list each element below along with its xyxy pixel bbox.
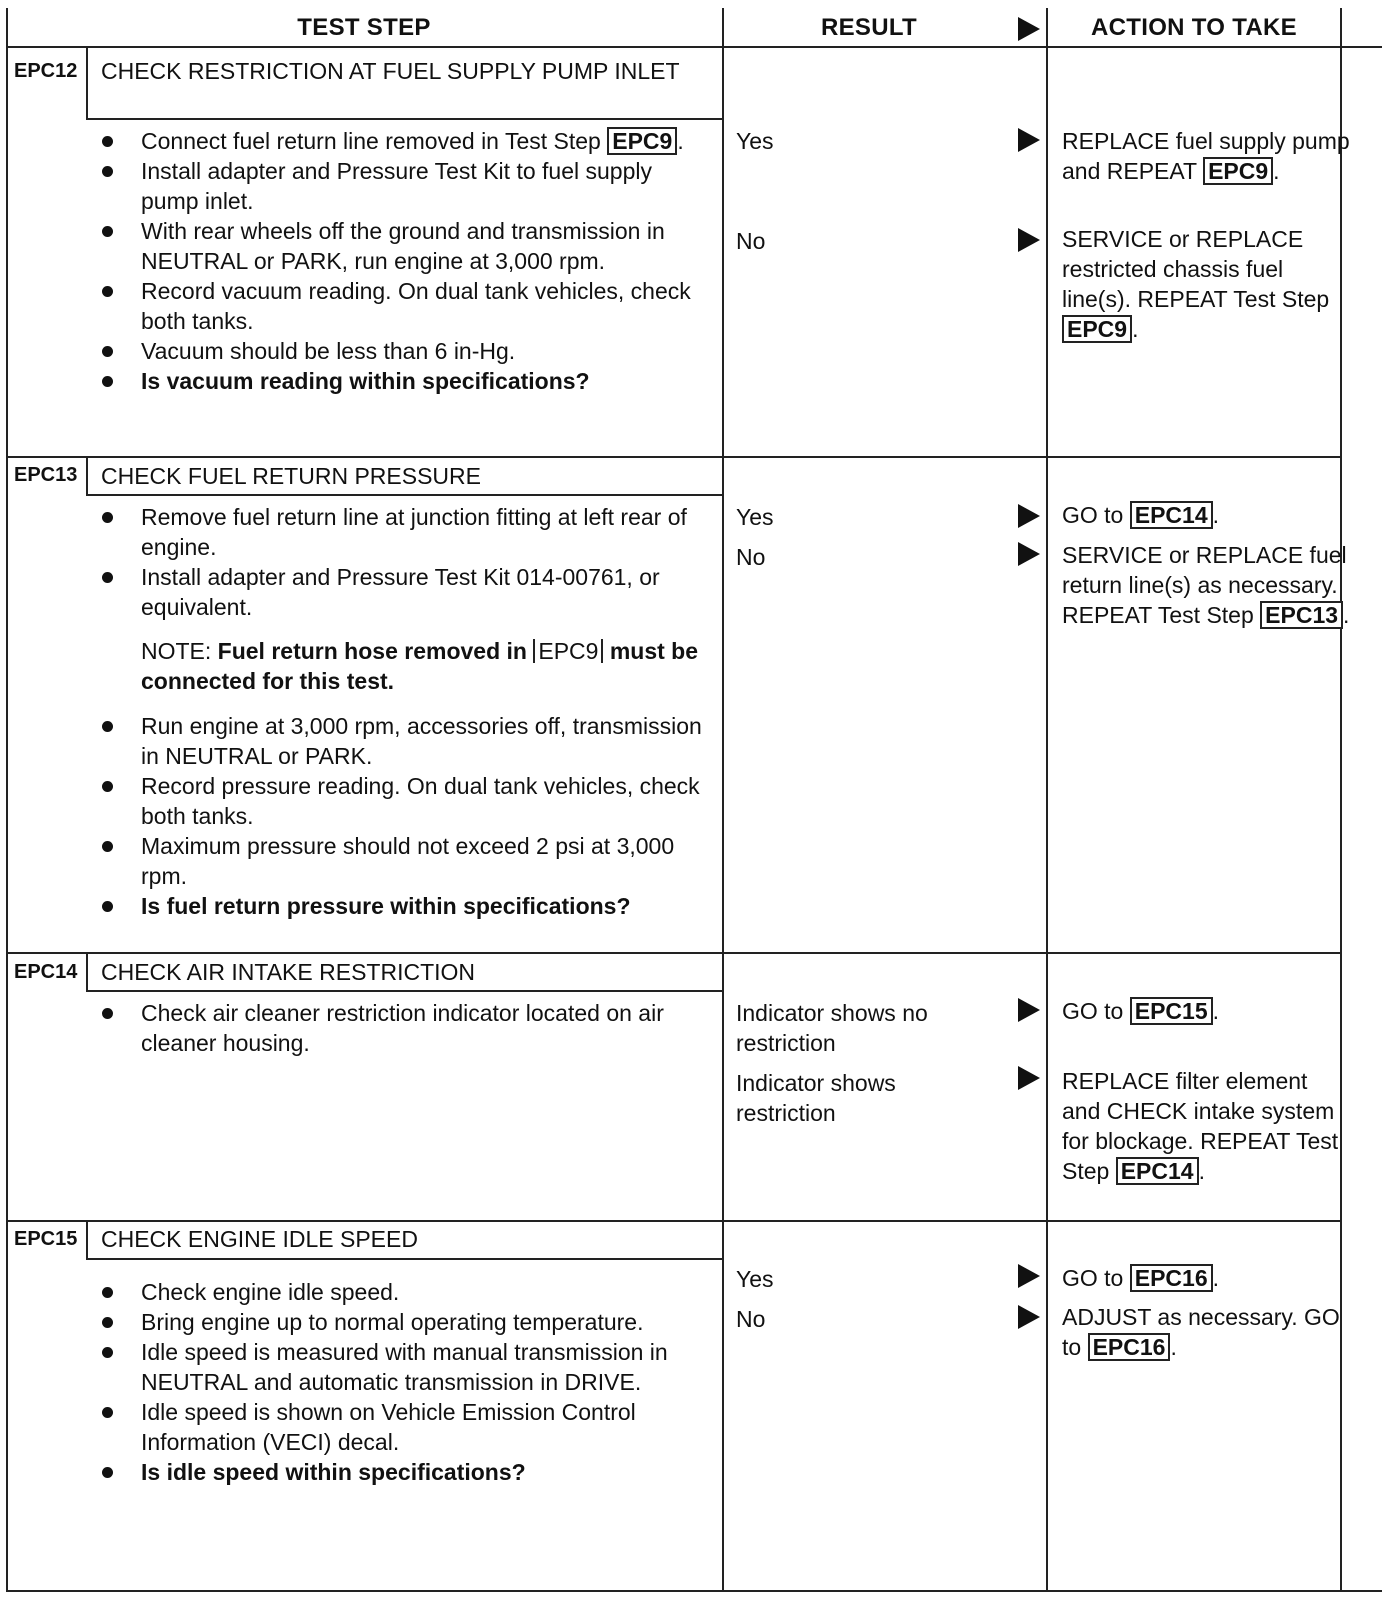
step-instructions xyxy=(96,502,706,622)
instruction-item: Record vacuum reading. On dual tank vehicles, check both tanks. xyxy=(96,276,706,336)
step-instructions-continued xyxy=(96,711,706,921)
arrow-icon xyxy=(1018,1305,1040,1329)
action-no-restriction: GO to EPC15 . xyxy=(1062,998,1220,1024)
step-instructions xyxy=(96,126,706,396)
step-title: CHECK RESTRICTION AT FUEL SUPPLY PUMP INLET xyxy=(101,58,680,84)
arrow-icon xyxy=(1018,1066,1040,1090)
instruction-item: Record pressure reading. On dual tank vehicles, check both tanks. xyxy=(96,771,706,831)
step-title: CHECK ENGINE IDLE SPEED xyxy=(101,1226,418,1252)
instruction-item: Install adapter and Pressure Test Kit to fuel supply pump inlet. xyxy=(96,156,706,216)
action-yes: GO to EPC14 . xyxy=(1062,502,1220,528)
step-instructions xyxy=(96,1277,706,1487)
instruction-item: Vacuum should be less than 6 in-Hg. xyxy=(96,336,706,366)
arrow-icon xyxy=(1018,998,1040,1022)
result-no: No xyxy=(736,228,766,254)
instruction-item: Remove fuel return line at junction fitting at left rear of engine. xyxy=(96,502,706,562)
instruction-item: Connect fuel return line removed in Test Step EPC9 . xyxy=(96,126,706,156)
instruction-item: Check air cleaner restriction indicator located on air cleaner housing. xyxy=(96,998,706,1058)
instruction-item: Maximum pressure should not exceed 2 psi at 3,000 rpm. xyxy=(96,831,706,891)
arrow-icon xyxy=(1018,128,1040,152)
action-yes: GO to EPC16 . xyxy=(1062,1265,1220,1291)
result-restriction: Indicator shows restriction xyxy=(736,1070,896,1126)
step-reference: EPC13 xyxy=(1260,601,1343,629)
row-divider xyxy=(6,1220,1340,1222)
step-reference: EPC16 xyxy=(1088,1333,1171,1361)
step-code: EPC12 xyxy=(14,60,78,82)
step-reference: EPC16 xyxy=(1130,1264,1213,1292)
action-header: ACTION TO TAKE xyxy=(1091,14,1297,41)
action-restriction: REPLACE filter element and CHECK intake system for blockage. REPEAT Test Step EPC14 . xyxy=(1062,1068,1339,1184)
step-reference: EPC9 xyxy=(1203,157,1273,185)
left-border xyxy=(6,8,8,1592)
arrow-icon xyxy=(1018,504,1040,528)
result-yes: Yes xyxy=(736,1266,774,1292)
step-reference: EPC9 xyxy=(1062,315,1132,343)
diagnostic-table xyxy=(6,8,1382,1592)
instruction-item: Idle speed is measured with manual transmission in NEUTRAL and automatic transmission in DRIVE. xyxy=(96,1337,706,1397)
step-title: CHECK FUEL RETURN PRESSURE xyxy=(101,463,481,489)
step-reference: EPC14 xyxy=(1116,1157,1199,1185)
step-code: EPC15 xyxy=(14,1228,78,1250)
instruction-item: Install adapter and Pressure Test Kit 014-00761, or equivalent. xyxy=(96,562,706,622)
result-no-restriction: Indicator shows no restriction xyxy=(736,1000,928,1056)
arrow-icon xyxy=(1018,542,1040,566)
step-reference: EPC9 xyxy=(533,639,603,663)
step-note: NOTE: Fuel return hose removed in EPC9 must be connected for this test. xyxy=(141,638,699,694)
bottom-rule xyxy=(6,1590,1382,1592)
action-no: ADJUST as necessary. GO to EPC16 . xyxy=(1062,1304,1340,1360)
instruction-item: Bring engine up to normal operating temperature. xyxy=(96,1307,706,1337)
step-reference: EPC14 xyxy=(1130,501,1213,529)
instruction-item: Run engine at 3,000 rpm, accessories off, transmission in NEUTRAL or PARK. xyxy=(96,711,706,771)
arrow-icon xyxy=(1018,228,1040,252)
step-code: EPC14 xyxy=(14,961,78,983)
action-no: SERVICE or REPLACE fuel return line(s) as necessary. REPEAT Test Step EPC13 . xyxy=(1062,542,1350,628)
step-instructions xyxy=(96,998,706,1058)
instruction-item: Idle speed is shown on Vehicle Emission Control Information (VECI) decal. xyxy=(96,1397,706,1457)
step-code: EPC13 xyxy=(14,464,78,486)
instruction-question: Is idle speed within specifications? xyxy=(96,1457,706,1487)
header-arrow-icon xyxy=(1018,17,1040,41)
step-reference: EPC9 xyxy=(607,127,677,155)
result-yes: Yes xyxy=(736,504,774,530)
action-yes: REPLACE fuel supply pump and REPEAT EPC9 . xyxy=(1062,128,1350,184)
result-no: No xyxy=(736,1306,766,1332)
instruction-question: Is vacuum reading within specifications? xyxy=(96,366,706,396)
row-divider xyxy=(6,952,1340,954)
instruction-question: Is fuel return pressure within specifications? xyxy=(96,891,706,921)
action-no: SERVICE or REPLACE restricted chassis fuel line(s). REPEAT Test Step EPC9 . xyxy=(1062,226,1330,342)
instruction-item: With rear wheels off the ground and transmission in NEUTRAL or PARK, run engine at 3,000 rpm. xyxy=(96,216,706,276)
result-header: RESULT xyxy=(820,14,918,41)
step-title: CHECK AIR INTAKE RESTRICTION xyxy=(101,959,476,985)
instruction-item: Check engine idle speed. xyxy=(96,1277,706,1307)
action-column-divider xyxy=(1046,8,1048,1592)
result-yes: Yes xyxy=(736,128,774,154)
arrow-icon xyxy=(1018,1264,1040,1288)
step-reference: EPC15 xyxy=(1130,997,1213,1025)
result-column-divider xyxy=(722,8,724,1592)
result-no: No xyxy=(736,544,766,570)
test-step-header: TEST STEP xyxy=(297,14,431,41)
row-divider xyxy=(6,456,1340,458)
